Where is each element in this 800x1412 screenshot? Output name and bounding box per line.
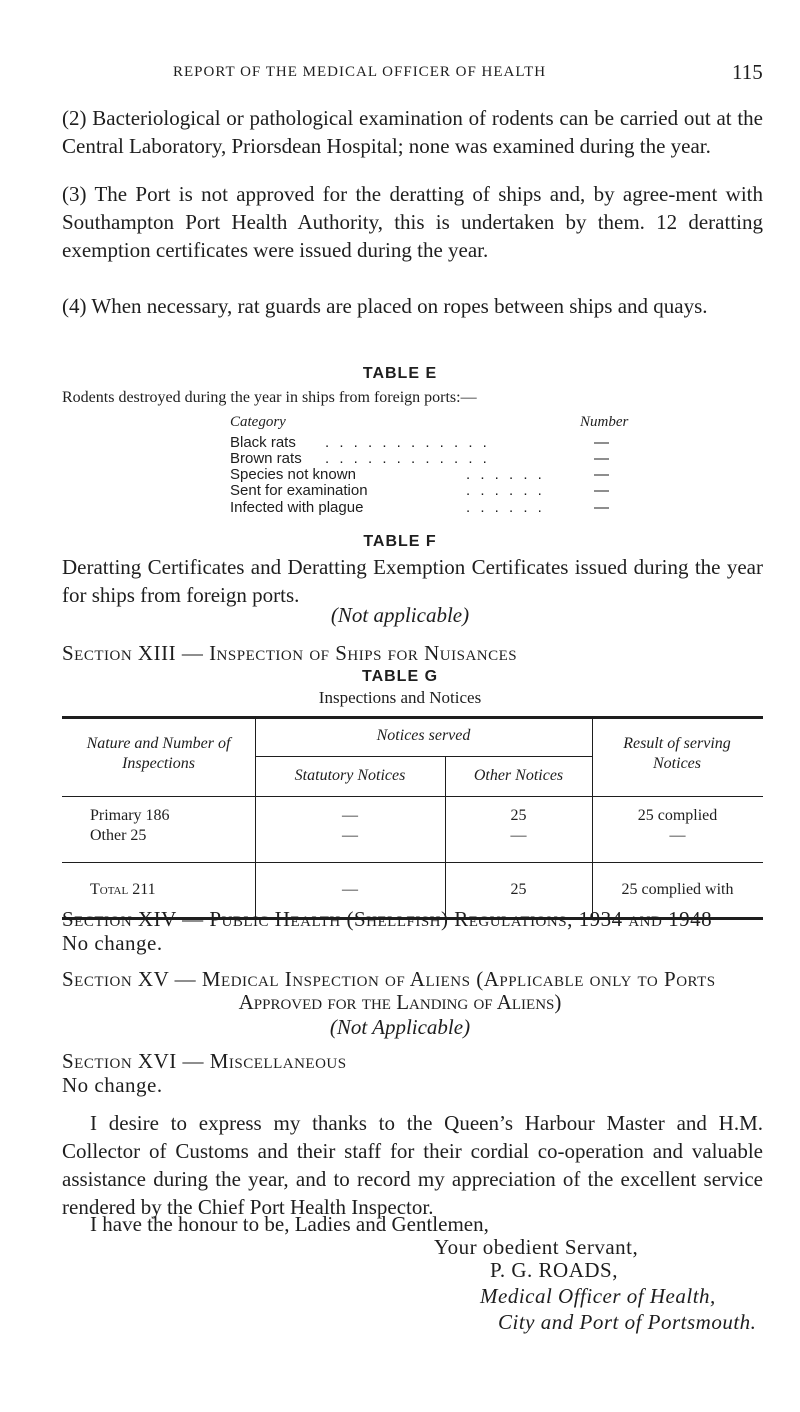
header-result: Result of serving Notices [623,735,731,772]
paragraph-2 [62,104,763,160]
total-nature: Total 211 [90,881,156,898]
paragraph-text: Bacteriological or pathological examination of rodents can be carried out at the Central Laboratory, Priorsdean Hospital; none was examined during the year. [62,106,764,158]
row-category: Sent for examination [230,482,368,499]
table-f-note: (Not applicable) [330,603,470,627]
row-other-other: — [510,827,527,844]
closing-place: City and Port of Portsmouth. [498,1310,757,1334]
row-category: Brown rats [230,450,302,467]
row-nature-other: Other 25 [90,827,147,844]
row-leader-dots: . . . . . . [466,482,545,499]
paragraph-text: The Port is not approved for the deratting of ships and, by agree-ment with Southampton Port Health Authority, this is undertaken by them. 12 deratting exemption certificates were issued during the year. [62,182,764,262]
header-nature: Nature and Number of Inspections [86,735,231,772]
header-other: Other Notices [473,767,564,784]
row-leader-dots: . . . . . . [466,466,545,483]
paragraph-4 [62,292,763,320]
closing-thanks: I desire to express my thanks to the Queen’s Harbour Master and H.M. Collector of Customs and their staff for their cordial co-operation and valuable assistance during the year, and to record my appreciation of the excellent service rendered by the Chief Port Health Inspector. [62,1111,763,1219]
table-e-caption: Rodents destroyed during the year in ships from foreign ports:— [62,389,477,406]
paragraph-label: (3) [62,182,87,206]
row-number: — [594,466,609,483]
closing-title: Medical Officer of Health, [480,1284,716,1308]
row-leader-dots: . . . . . . . . . . . . [325,450,490,467]
table-e-category-header: Category [230,414,286,430]
row-result-other: — [669,827,686,844]
section-xv-note: (Not Applicable) [329,1015,471,1039]
table-top-rule [62,716,763,719]
total-statutory: — [342,881,358,898]
row-statutory-other: — [342,827,358,844]
closing-signatory: P. G. ROADS, [490,1258,618,1282]
row-category: Infected with plague [230,499,364,516]
section-xvi-body: No change. [62,1073,163,1097]
running-header: REPORT OF THE MEDICAL OFFICER OF HEALTH [173,64,547,80]
paragraph-label: (2) [62,106,87,130]
row-statutory-primary: — [342,807,358,824]
table-g [62,716,763,920]
row-other-primary: 25 [510,807,527,824]
row-number: — [594,482,609,499]
section-xv-heading: Section XV — Medical Inspection of Aliens (Applicable only to Ports [62,967,716,991]
row-result-primary: 25 complied [637,807,718,824]
row-number: — [594,450,609,467]
header-bottom-rule [62,796,763,797]
section-xiv-body: No change. [62,931,163,955]
table-f-text: Deratting Certificates and Deratting Exemption Certificates issued during the year for ships from foreign ports. [62,555,763,607]
total-rule [62,862,763,863]
row-category: Black rats [230,434,296,451]
closing-valediction: Your obedient Servant, [434,1235,639,1259]
total-other: 25 [510,881,527,898]
row-leader-dots: . . . . . . [466,499,545,516]
paragraph-label: (4) [62,294,87,318]
section-xvi-heading: Section XVI — Miscellaneous [62,1049,347,1073]
paragraph-text: When necessary, rat guards are placed on ropes between ships and quays. [91,294,708,318]
table-g-caption: Inspections and Notices [318,688,482,707]
header-notices-served: Notices served [376,727,471,744]
table-e-number-header: Number [580,414,629,430]
header-divider [255,756,592,757]
row-nature-primary: Primary 186 [90,807,170,824]
table-e-title: TABLE E [362,365,438,382]
row-number: — [594,499,609,516]
header-statutory: Statutory Notices [294,767,406,784]
row-leader-dots: . . . . . . . . . . . . [325,434,490,451]
table-g-title: TABLE G [361,668,439,685]
row-category: Species not known [230,466,356,483]
section-xiii-heading: Section XIII — Inspection of Ships for Nuisances [62,641,518,665]
row-number: — [594,434,609,451]
closing-honour: I have the honour to be, Ladies and Gentlemen, [90,1212,489,1236]
page-number: 115 [732,60,763,84]
section-xiv-heading: Section XIV — Public Health (Shellfish) Regulations, 1934 and 1948 [62,907,713,931]
total-result: 25 complied with [621,881,734,898]
section-xv-heading-cont: Approved for the Landing of Aliens) [238,990,562,1014]
paragraph-3 [62,180,763,264]
table-f-title: TABLE F [363,533,437,550]
